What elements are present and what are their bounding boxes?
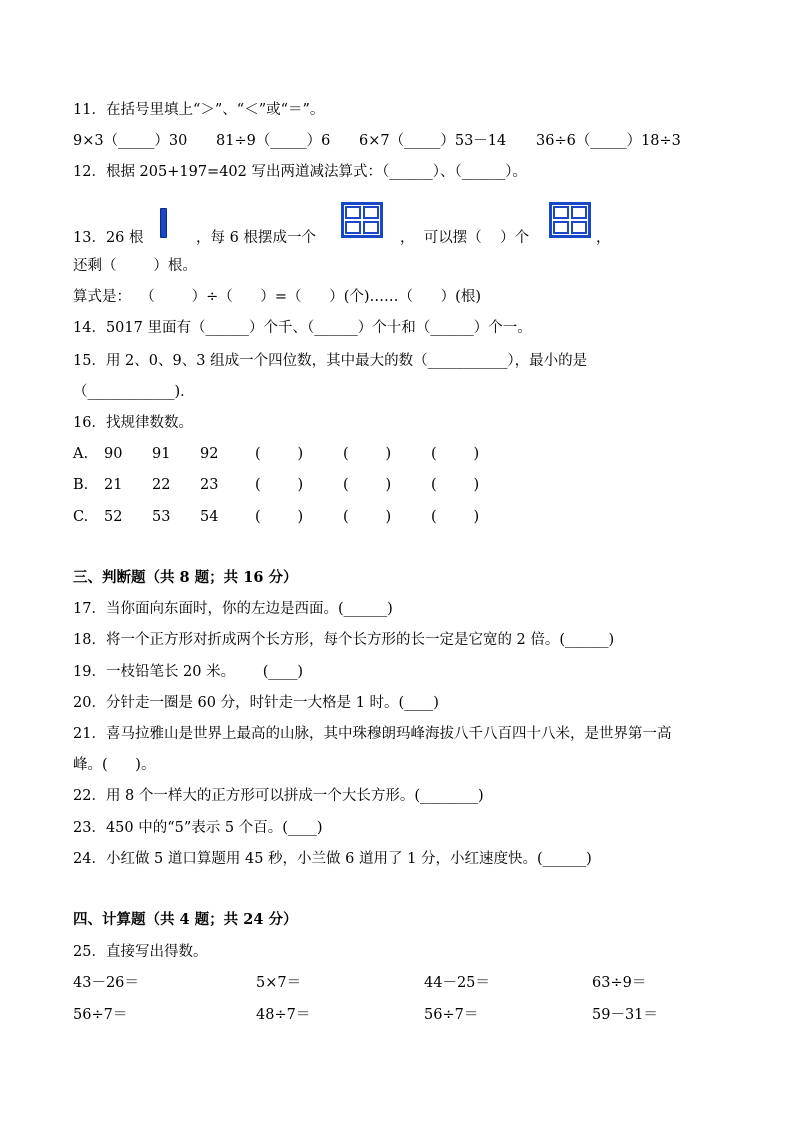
q11-item-3[interactable]: 6×7（_____）53－14	[359, 133, 507, 149]
q23-line[interactable]: 23．450 中的“5”表示 5 个百。(____)	[73, 820, 323, 836]
q25-expr[interactable]: 59－31＝	[592, 1007, 658, 1023]
q16-blank[interactable]: ( )	[431, 446, 480, 462]
q19-line[interactable]: 19．一枝铅笔长 20 米。 (____)	[73, 664, 304, 680]
q13-part4: ，	[596, 230, 611, 246]
q16-blank[interactable]: ( )	[343, 477, 392, 493]
q14-line[interactable]: 14．5017 里面有（______）个千、（______）个十和（______）个一。	[73, 320, 532, 336]
q13-part2: ，每 6 根摆成一个	[196, 230, 316, 246]
window-shape-icon	[341, 202, 383, 238]
q16-value: 22	[152, 477, 171, 493]
q16-value: 23	[200, 477, 219, 493]
q16-blank[interactable]: ( )	[431, 477, 480, 493]
q13-part3[interactable]: ， 可以摆（ ）个	[400, 230, 530, 246]
q11-title: 11．在括号里填上“＞”、“＜”或“＝”。	[73, 102, 325, 118]
stick-icon	[160, 208, 167, 238]
q11-item-4[interactable]: 36÷6（_____）18÷3	[536, 133, 681, 149]
q16-value: 54	[200, 509, 219, 525]
q22-line[interactable]: 22．用 8 个一样大的正方形可以拼成一个大长方形。(________)	[73, 788, 484, 804]
q16-row-label: B.	[73, 477, 89, 493]
window-shape-icon	[549, 202, 591, 238]
q16-blank[interactable]: ( )	[343, 446, 392, 462]
section-4-heading: 四、计算题（共 4 题；共 24 分）	[73, 911, 298, 928]
q16-value: 91	[152, 446, 171, 462]
q16-value: 92	[200, 446, 219, 462]
q25-expr[interactable]: 48÷7＝	[256, 1007, 311, 1023]
q13-line3[interactable]: 算式是： （ ）÷（ ）=（ ）(个)……（ ）(根)	[73, 289, 481, 305]
q16-blank[interactable]: ( )	[255, 509, 304, 525]
q16-title: 16．找规律数数。	[73, 415, 193, 431]
q20-line[interactable]: 20．分针走一圈是 60 分，时针走一大格是 1 时。(____)	[73, 695, 439, 711]
q25-expr[interactable]: 63÷9＝	[592, 975, 647, 991]
q25-expr[interactable]: 43－26＝	[73, 975, 139, 991]
q15-line2[interactable]: （____________)．	[73, 384, 195, 400]
q25-expr[interactable]: 56÷7＝	[73, 1007, 128, 1023]
q16-value: 53	[152, 509, 171, 525]
q21-line1: 21．喜马拉雅山是世界上最高的山脉，其中珠穆朗玛峰海拔八千八百四十八米，是世界第一高	[73, 726, 672, 742]
q13-part1: 13．26 根	[73, 230, 144, 246]
section-3-heading: 三、判断题（共 8 题；共 16 分）	[73, 569, 298, 586]
q25-title: 25．直接写出得数。	[73, 944, 208, 960]
q16-blank[interactable]: ( )	[343, 509, 392, 525]
q13-line2[interactable]: 还剩（ ）根。	[73, 258, 197, 274]
q16-blank[interactable]: ( )	[431, 509, 480, 525]
q25-expr[interactable]: 5×7＝	[256, 975, 302, 991]
q12-line[interactable]: 12．根据 205+197=402 写出两道减法算式：（______）、（______）。	[73, 164, 527, 180]
q16-value: 21	[104, 477, 123, 493]
q16-blank[interactable]: ( )	[255, 477, 304, 493]
q16-row-label: C.	[73, 509, 89, 525]
q11-item-1[interactable]: 9×3（_____）30	[73, 133, 188, 149]
q17-line[interactable]: 17．当你面向东面时，你的左边是西面。(______)	[73, 601, 393, 617]
q16-value: 52	[104, 509, 123, 525]
q24-line[interactable]: 24．小红做 5 道口算题用 45 秒，小兰做 6 道用了 1 分，小红速度快。(______)	[73, 851, 592, 867]
q25-expr[interactable]: 44－25＝	[424, 975, 490, 991]
q15-line1[interactable]: 15．用 2、0、9、3 组成一个四位数，其中最大的数（___________），最小的是	[73, 353, 588, 369]
q16-value: 90	[104, 446, 123, 462]
q16-blank[interactable]: ( )	[255, 446, 304, 462]
q21-line2[interactable]: 峰。( )。	[73, 757, 156, 773]
q25-expr[interactable]: 56÷7＝	[424, 1007, 479, 1023]
q16-row-label: A.	[73, 446, 89, 462]
q11-item-2[interactable]: 81÷9（_____）6	[216, 133, 331, 149]
q18-line[interactable]: 18．将一个正方形对折成两个长方形，每个长方形的长一定是它宽的 2 倍。(______)	[73, 632, 615, 648]
